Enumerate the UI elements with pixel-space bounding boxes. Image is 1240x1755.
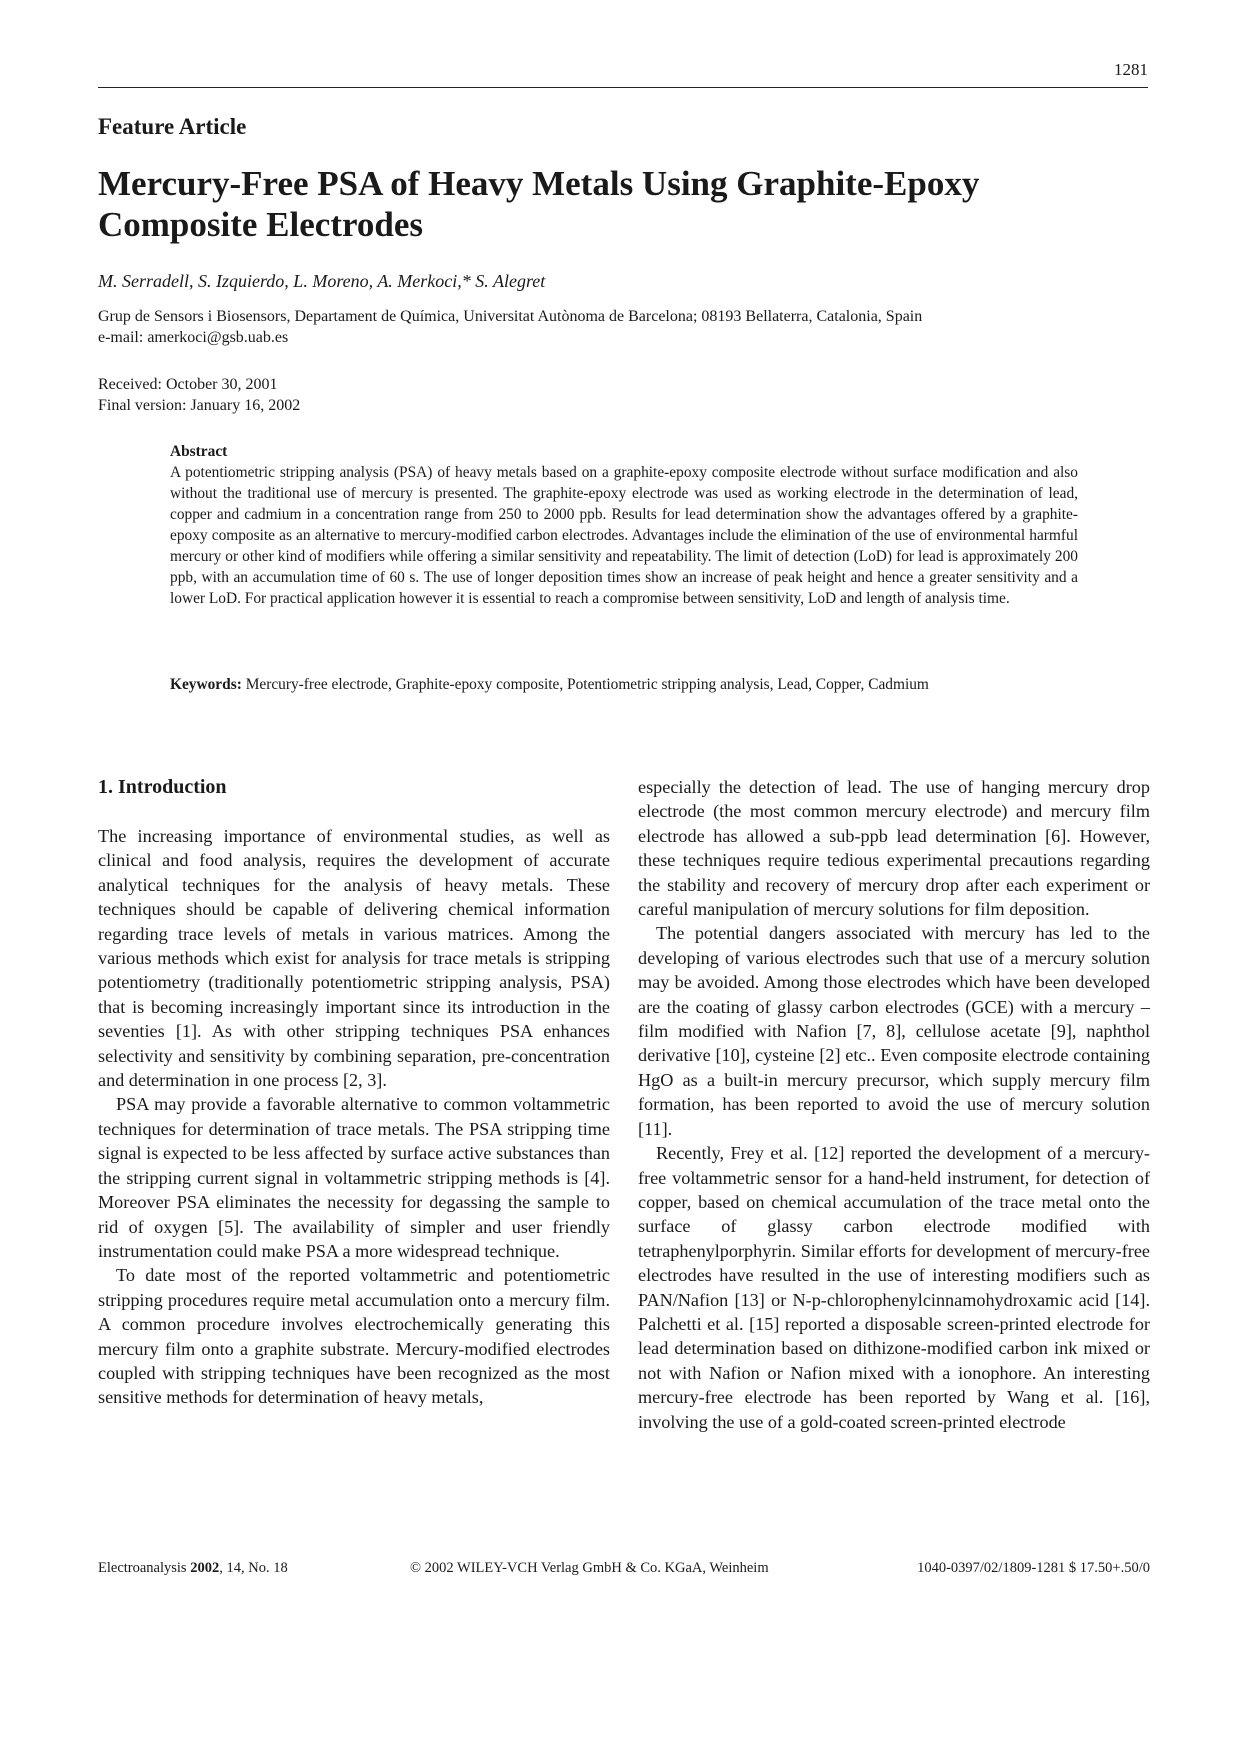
- section-label: Feature Article: [98, 114, 247, 139]
- article-title: Mercury-Free PSA of Heavy Metals Using Graphite-Epoxy Composite Electrodes: [98, 164, 980, 244]
- abstract-text: A potentiometric stripping analysis (PSA) of heavy metals based on a graphite-epoxy composite electrode without surface modification and also without the traditional use of mercury is presented. The graphite-epoxy electrode was used as working electrode in the determination of lead, copper and cadmium in a concentration range from 250 to 2000 ppb. Results for lead determination show the advantages offered by a graphite-epoxy composite as an alternative to mercury-modified carbon electrodes. Advantages include the elimination of the use of environmental harmful mercury or other kind of modifiers while offering a similar sensitivity and repeatability. The limit of detection (LoD) for lead is approximately 200 ppb, with an accumulation time of 60 s. The use of longer deposition times show an increase of peak height and hence a greater sensitivity and a lower LoD. For practical application however it is essential to reach a compromise between sensitivity, LoD and length of analysis time.: [170, 464, 1078, 607]
- received-date: Received: October 30, 2001: [98, 376, 278, 393]
- paragraph: The increasing importance of environmental studies, as well as clinical and food analysis, requires the development of accurate analytical techniques for the analysis of heavy metals. These techniques should be capable of delivering chemical information regarding trace levels of metals in various matrices. Among the various methods which exist for analysis for trace metals is stripping potentiometry (traditionally potentiometric stripping analysis, PSA) that is becoming increasingly important since its introduction in the seventies [1]. As with other stripping techniques PSA enhances selectivity and sensitivity by combining separation, pre-concentration and determination in one process [2, 3].: [98, 826, 610, 1091]
- volume-issue: , 14, No. 18: [219, 1560, 288, 1576]
- abstract-heading: Abstract: [170, 443, 228, 460]
- journal-name: Electroanalysis: [98, 1560, 187, 1576]
- journal-citation: [98, 1560, 288, 1577]
- page-number: 1281: [1114, 60, 1148, 79]
- dates-block: [98, 374, 300, 416]
- article-code: 1040-0397/02/1809-1281 $ 17.50+.50/0: [917, 1560, 1150, 1576]
- final-version-date: Final version: January 16, 2002: [98, 397, 301, 414]
- paragraph: especially the detection of lead. The use of hanging mercury drop electrode (the most common mercury electrode) and mercury film electrode has allowed a sub-ppb lead determination [6]. However, these techniques require tedious experimental precautions regarding the stability and recovery of mercury drop after each experiment or careful manipulation of mercury solutions for film deposition.: [638, 777, 1150, 920]
- copyright: © 2002 WILEY-VCH Verlag GmbH & Co. KGaA, Weinheim: [410, 1560, 769, 1576]
- paragraph: Recently, Frey et al. [12] reported the development of a mercury-free voltammetric sensor for a hand-held instrument, for detection of copper, based on chemical accumulation of the trace metal onto the surface of glassy carbon electrode modified with tetraphenylporphyrin. Similar efforts for development of mercury-free electrodes have resulted in the use of interesting modifiers such as PAN/Nafion [13] or N-p-chlorophenylcinnamohydroxamic acid [14]. Palchetti et al. [15] reported a disposable screen-printed electrode for lead determination based on dithizone-modified carbon ink mixed or not with Nafion or Nafion mixed with a ionophore. An interesting mercury-free electrode has been reported by Wang et al. [16], involving the use of a gold-coated screen-printed electrode: [638, 1143, 1150, 1432]
- paragraph: The potential dangers associated with mercury has led to the developing of various electrodes such that use of a mercury solution may be avoided. Among those electrodes which have been developed are the coating of glassy carbon electrodes (GCE) with a mercury – film modified with Nafion [7, 8], cellulose acetate [9], naphthol derivative [10], cysteine [2] etc.. Even composite electrode containing HgO as a built-in mercury precursor, which supply mercury film formation, has been reported to avoid the use of mercury solution [11].: [638, 923, 1150, 1139]
- authors: M. Serradell, S. Izquierdo, L. Moreno, A. Merkoci,* S. Alegret: [98, 271, 546, 291]
- body-column-right: [638, 775, 1150, 1434]
- keywords-label: Keywords:: [170, 676, 242, 693]
- affiliation: Grup de Sensors i Biosensors, Departament de Química, Universitat Autònoma de Barcelona; 08193 Bellaterra, Catalonia, Spain: [98, 308, 923, 325]
- abstract: [170, 441, 1078, 609]
- affiliation-block: [98, 306, 922, 348]
- body-column-left: [98, 775, 610, 1410]
- paragraph: To date most of the reported voltammetric and potentiometric stripping procedures require metal accumulation onto a mercury film. A common procedure involves electrochemically generating this mercury film onto a graphite substrate. Mercury-modified electrodes coupled with stripping techniques have been recognized as the most sensitive methods for determination of heavy metals,: [98, 1265, 610, 1408]
- keywords: [170, 674, 1078, 695]
- journal-year: 2002: [190, 1560, 220, 1576]
- email[interactable]: e-mail: amerkoci@gsb.uab.es: [98, 329, 289, 346]
- section-heading: 1. Introduction: [98, 776, 227, 798]
- keywords-text: Mercury-free electrode, Graphite-epoxy composite, Potentiometric stripping analysis, Lead, Copper, Cadmium: [245, 676, 929, 693]
- paragraph: PSA may provide a favorable alternative to common voltammetric techniques for determination of trace metals. The PSA stripping time signal is expected to be less affected by surface active substances than the stripping current signal in voltammetric stripping methods is [4]. Moreover PSA eliminates the necessity for degassing the sample to rid of oxygen [5]. The availability of simpler and user friendly instrumentation could make PSA a more widespread technique.: [98, 1094, 610, 1261]
- header-rule: [98, 87, 1148, 88]
